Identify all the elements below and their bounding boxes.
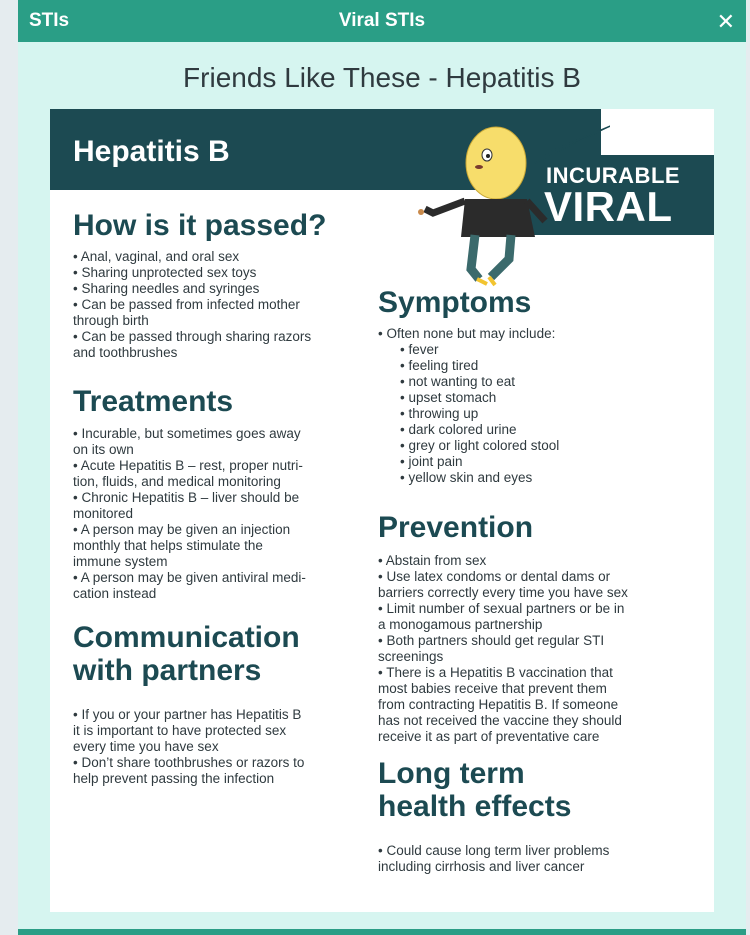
list-item: • fever: [400, 342, 439, 357]
longterm-heading: [378, 757, 571, 823]
modal-dialog: [18, 0, 746, 935]
list-item: • Can be passed through sharing razors and toothbrushes: [73, 329, 312, 360]
list-item: • Both partners should get regular STI screenings: [378, 633, 605, 664]
list-item: • yellow skin and eyes: [400, 470, 533, 485]
passed-heading: How is it passed?: [73, 209, 327, 242]
list-item: • Anal, vaginal, and oral sex: [73, 249, 240, 264]
modal-title: Viral STIs: [338, 10, 426, 31]
list-item: • Abstain from sex: [378, 553, 487, 568]
list-item: • grey or light colored stool: [400, 438, 560, 453]
poster-heading: Hepatitis B: [73, 135, 230, 168]
list-item: • throwing up: [400, 406, 479, 421]
longterm-list: [378, 843, 668, 875]
prevention-heading: Prevention: [378, 511, 534, 544]
category-label: STIs: [29, 10, 70, 31]
badge-viral: VIRAL: [544, 183, 673, 230]
symptoms-heading: Symptoms: [378, 286, 532, 319]
prevention-list: [378, 553, 668, 745]
list-item: • There is a Hepatitis B vaccination that most babies receive that prevent them from contracting Hepatitis B. If someone has not received the vaccine they should receive it as part of preventative care: [378, 665, 622, 744]
treatments-heading: Treatments: [73, 385, 234, 418]
list-item: • If you or your partner has Hepatitis B it is important to have protected sex every time you have sex: [73, 707, 302, 754]
list-item: • feeling tired: [400, 358, 479, 373]
list-item: • Acute Hepatitis B – rest, proper nutri- tion, fluids, and medical monitoring: [73, 458, 303, 489]
virus-mascot-illustration: [395, 109, 610, 294]
symptoms-intro: • Often none but may include:: [378, 326, 556, 341]
list-item: • upset stomach: [400, 390, 497, 405]
list-item: • joint pain: [400, 454, 463, 469]
list-item: • Could cause long term liver problems including cirrhosis and liver cancer: [378, 843, 610, 874]
modal-header: [18, 0, 746, 42]
list-item: • Can be passed from infected mother through birth: [73, 297, 300, 328]
communication-list: [73, 707, 343, 787]
list-item: • dark colored urine: [400, 422, 517, 437]
list-item: • Chronic Hepatitis B – liver should be monitored: [73, 490, 300, 521]
communication-heading-line1: Communication: [73, 621, 300, 654]
list-item: • Sharing needles and syringes: [73, 281, 260, 296]
list-item: • not wanting to eat: [400, 374, 516, 389]
list-item: • Limit number of sexual partners or be in a monogamous partnership: [378, 601, 625, 632]
communication-heading-line2: with partners: [73, 654, 262, 687]
longterm-heading-line2: health effects: [378, 790, 572, 823]
list-item: • Incurable, but sometimes goes away on its own: [73, 426, 301, 457]
modal-footer-bar: [18, 929, 746, 935]
longterm-heading-line1: Long term: [378, 757, 525, 790]
list-item: • Use latex condoms or dental dams or barriers correctly every time you have sex: [378, 569, 628, 600]
communication-heading: [73, 621, 300, 687]
list-item: • A person may be given an injection monthly that helps stimulate the immune system: [73, 522, 291, 569]
list-item: • Don’t share toothbrushes or razors to help prevent passing the infection: [73, 755, 305, 786]
poster-title: Friends Like These - Hepatitis B: [183, 62, 581, 93]
treatments-list: [73, 426, 343, 602]
infographic-poster: [50, 109, 714, 912]
list-item: • Sharing unprotected sex toys: [73, 265, 257, 280]
close-icon[interactable]: ✕: [716, 9, 735, 34]
list-item: • A person may be given antiviral medi- cation instead: [73, 570, 306, 601]
symptoms-list: [378, 326, 658, 486]
passed-list: [73, 249, 343, 361]
badge-incurable: INCURABLE: [546, 163, 681, 188]
